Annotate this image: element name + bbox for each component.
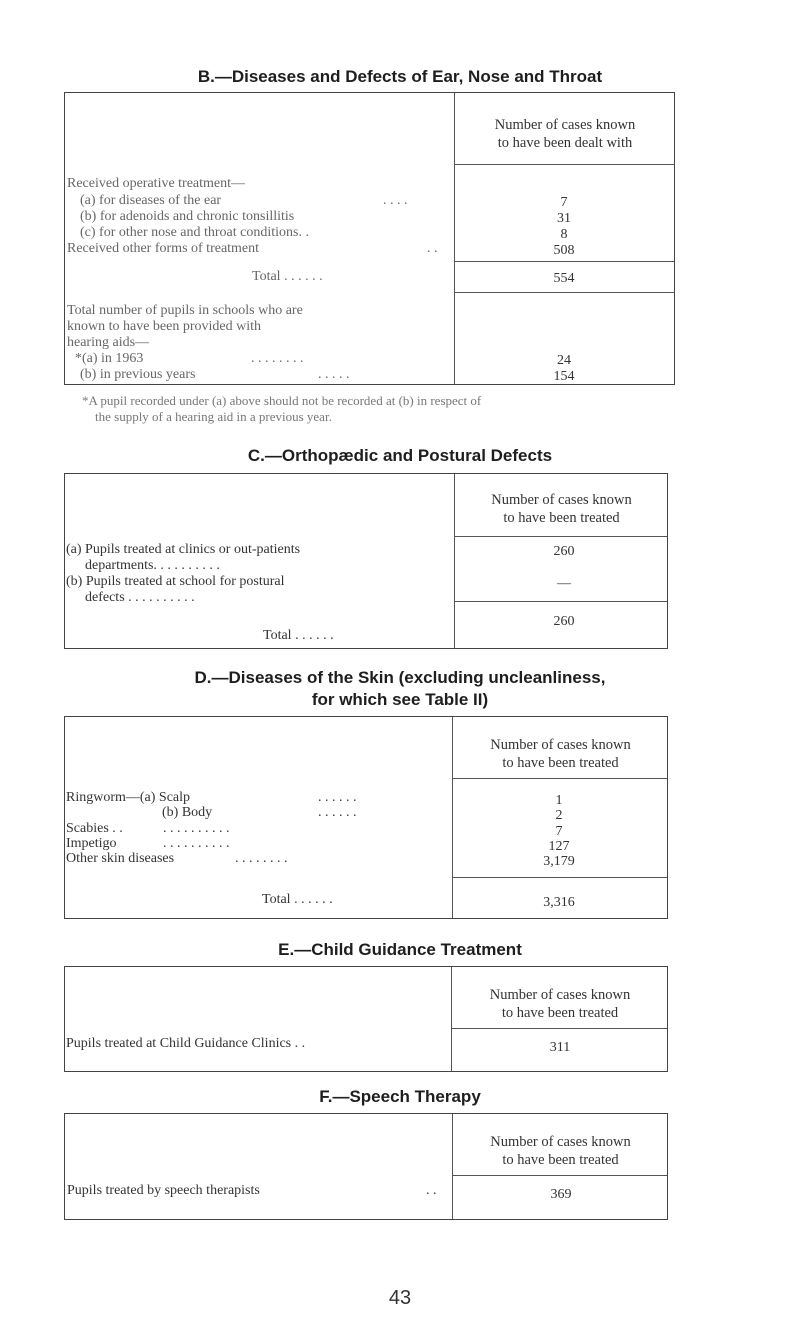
total-label: Total . . . . . . (252, 269, 323, 284)
column-header-line-2: to have been treated (502, 755, 619, 771)
row-label-scabies: Scabies . . (66, 821, 123, 836)
column-header-line-1: Number of cases known (494, 117, 636, 133)
section-d-title-line-2: for which see Table II) (311, 690, 489, 709)
footnote-line-1: *A pupil recorded under (a) above should not be recorded at (b) in respect of (82, 393, 482, 408)
section-b-title: B.—Diseases and Defects of Ear, Nose and Throat (197, 67, 603, 86)
row-dots-other-treatment: . . (427, 241, 438, 256)
row-value-ear: 7 (560, 195, 568, 210)
row-dots-other-skin: . . . . . . . . (235, 851, 288, 866)
row-dots-impetigo: . . . . . . . . . . (163, 836, 230, 851)
header-rule (454, 536, 667, 537)
row-value-other-treatment: 508 (553, 243, 575, 258)
row-a-line-2: departments. . . . . . . . . . (85, 558, 220, 573)
row-value-nose-throat: 8 (560, 227, 568, 242)
column-header (451, 986, 669, 1022)
row-label-child-guidance: Pupils treated at Child Guidance Clinics . . (66, 1036, 306, 1051)
section-e-title: E.—Child Guidance Treatment (278, 940, 522, 959)
section-d-title (0, 667, 800, 711)
row-value-aids-previous: 154 (553, 369, 575, 384)
column-header-line-2: to have been treated (502, 1152, 619, 1168)
row-dots-scabies: . . . . . . . . . . (163, 821, 230, 836)
row-dots-ringworm-body: . . . . . . (318, 805, 357, 820)
total-label: Total . . . . . . (263, 628, 334, 643)
section-d-title-line-1: D.—Diseases of the Skin (excluding uncleanliness, (194, 668, 606, 687)
row-label-other-skin: Other skin diseases (66, 851, 175, 866)
row-value-ringworm-body: 2 (555, 808, 563, 823)
row-label-ringworm-scalp: Ringworm—(a) Scalp (66, 790, 191, 805)
row-b-value: — (557, 576, 571, 591)
total-value: 554 (553, 271, 575, 286)
row-b-line-2: defects . . . . . . . . . . (85, 590, 195, 605)
column-header (452, 1133, 669, 1169)
header-rule (452, 778, 667, 779)
column-header-line-2: to have been dealt with (497, 135, 633, 151)
footnote-line-2: the supply of a hearing aid in a previous year. (95, 409, 332, 424)
total-value: 3,316 (543, 895, 575, 910)
row-label-ringworm-body: (b) Body (162, 805, 213, 820)
row-a-value: 260 (553, 544, 575, 559)
hearing-aids-line-3: hearing aids— (67, 335, 150, 350)
row-label-other-treatment: Received other forms of treatment (67, 241, 260, 256)
group-label-operative: Received operative treatment— (67, 176, 246, 191)
total-rule (454, 601, 667, 602)
hearing-aids-line-2: known to have been provided with (67, 319, 262, 334)
total-value: 260 (553, 614, 575, 629)
row-b-line-1: (b) Pupils treated at school for postural (66, 574, 285, 589)
total-rule (452, 877, 667, 878)
section-d-table (64, 716, 668, 919)
total-label: Total . . . . . . (262, 892, 333, 907)
column-header (454, 491, 669, 527)
column-header-line-2: to have been treated (501, 1005, 619, 1021)
row-value-speech: 369 (550, 1187, 572, 1202)
row-dots-ringworm-scalp: . . . . . . (318, 790, 357, 805)
row-label-nose-throat: (c) for other nose and throat conditions. . (80, 225, 309, 240)
header-rule (454, 164, 674, 165)
column-header-line-1: Number of cases known (489, 987, 631, 1003)
row-value-adenoids: 31 (557, 211, 571, 226)
row-dots-aids-1963: . . . . . . . . (251, 351, 304, 366)
page-number: 43 (388, 1287, 412, 1309)
section-f-table (64, 1113, 668, 1220)
section-f-title: F.—Speech Therapy (319, 1087, 481, 1106)
total-rule-bottom (454, 292, 674, 293)
row-value-scabies: 7 (555, 824, 563, 839)
row-label-aids-1963: *(a) in 1963 (75, 351, 144, 366)
header-rule (452, 1175, 667, 1176)
row-label-impetigo: Impetigo (66, 836, 117, 851)
column-header (454, 116, 676, 152)
row-label-adenoids: (b) for adenoids and chronic tonsillitis (80, 209, 295, 224)
hearing-aids-line-1: Total number of pupils in schools who are (67, 303, 303, 318)
row-value-other-skin: 3,179 (543, 854, 575, 869)
section-c-title: C.—Orthopædic and Postural Defects (247, 446, 553, 465)
row-dots-speech: . . (426, 1183, 437, 1198)
row-value-aids-1963: 24 (557, 353, 571, 368)
row-value-child-guidance: 311 (549, 1040, 571, 1055)
row-value-ringworm-scalp: 1 (555, 793, 563, 808)
row-label-speech: Pupils treated by speech therapists (67, 1183, 260, 1198)
row-dots-aids-previous: . . . . . (318, 367, 350, 382)
column-header-line-2: to have been treated (503, 510, 620, 526)
section-e-table (64, 966, 668, 1072)
total-rule-top (454, 261, 674, 262)
row-dots-ear: . . . . (383, 193, 408, 208)
column-header-line-1: Number of cases known (490, 1134, 631, 1150)
column-header-line-1: Number of cases known (491, 492, 632, 508)
column-header-line-1: Number of cases known (490, 737, 631, 753)
row-value-impetigo: 127 (548, 839, 570, 854)
row-label-ear: (a) for diseases of the ear (80, 193, 222, 208)
header-rule (451, 1028, 667, 1029)
row-label-aids-previous: (b) in previous years (80, 367, 196, 382)
section-b-table (64, 92, 675, 385)
column-header (452, 736, 669, 772)
section-c-table (64, 473, 668, 649)
row-a-line-1: (a) Pupils treated at clinics or out-patients (66, 542, 301, 557)
